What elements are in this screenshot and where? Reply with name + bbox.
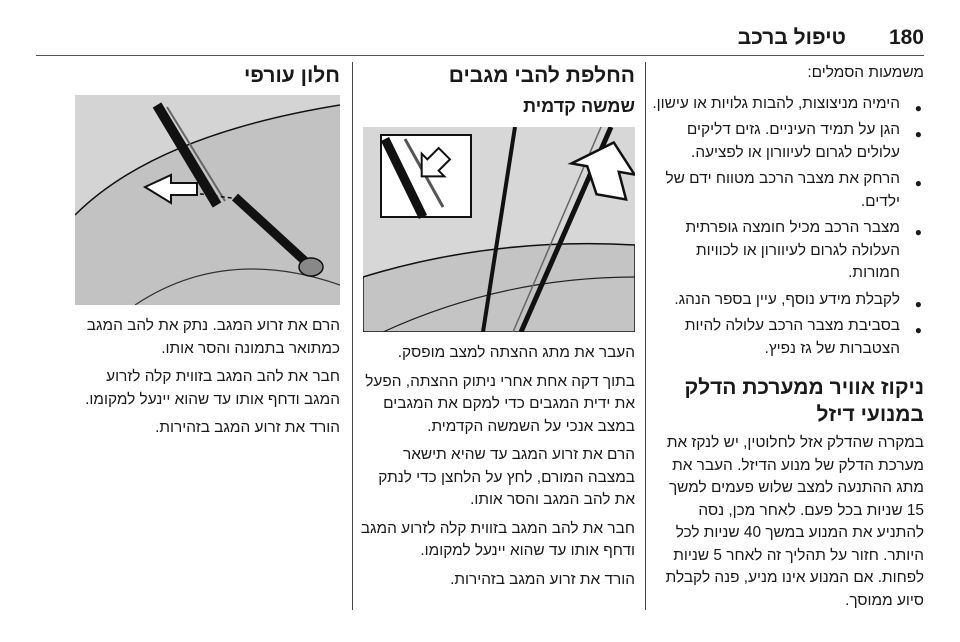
wiper-step-1: העבר את מתג ההצתה למצב מופסק. [397, 344, 635, 361]
column-middle [360, 62, 635, 597]
chapter-title: טיפול ברכב [737, 26, 846, 49]
bullet-icon: ● [914, 225, 922, 239]
bullet-icon: ● [914, 176, 922, 190]
column-divider [352, 62, 353, 610]
wiper-section-title: החלפת להבי מגבים [448, 64, 635, 87]
bullet-icon: ● [914, 100, 922, 115]
wiper-step-3: הרם את זרוע המגב עד שהיא תישאר במצבה המורם, לחץ על הלחצן כדי לנתק את להב המגב והסר אותו. [378, 446, 635, 508]
list-item: ● מצבר הרכב מכיל חומצה גופרתית העלולה לגרום לעיוורון או לכוויות חמורות. [685, 219, 922, 281]
wiper-step-4: חבר את להב המגב בזווית קלה לזרוע המגב ודחף אותו עד שהוא יינעל למקומו. [360, 519, 635, 559]
rear-step-2: חבר את להב המגב בזווית קלה לזרוע המגב ודחף אותו עד שהוא יינעל למקומו. [85, 368, 340, 408]
symbols-list [652, 93, 924, 361]
bullet-icon: ● [914, 296, 922, 311]
rear-wiper-figure [75, 95, 340, 305]
fuel-bleed-body: במקרה שהדלק אזל לחלוטין, יש לנקז את מערכת הדלק של מנוע הדיזל. העבר את מתג ההתנעה למצב שלוש פעמים למשך 15 שניות בכל פעם. לאחר מכן, נסה להתניע את המנוע במשך 40 שניות לכל היותר. חזור על תהליך זה לאחר 5 שניות לפחות. אם המנוע אינו מניע, פנה לקבלת סיוע ממוסך. [665, 434, 924, 609]
windshield-wiper-figure [363, 127, 635, 332]
list-item: ● הגן על תמיד העיניים. גזים דליקים עלולים לגרום לעיוורון או לפציעה. [686, 121, 922, 161]
column-right [652, 62, 924, 618]
list-item: ● הימיה מניצוצות, להבות גלויות או עישון. [652, 93, 924, 116]
windshield-subtitle: שמשה קדמית [523, 96, 635, 116]
page-number: 180 [888, 26, 924, 49]
page-header [0, 0, 960, 58]
list-item: ● הרחק את מצבר הרכב מטווח ידם של ילדים. [665, 170, 922, 210]
bullet-icon: ● [914, 323, 922, 337]
list-item: ● לקבלת מידע נוסף, עיין בספר הנהג. [652, 289, 924, 312]
header-rule [36, 55, 924, 56]
column-divider [645, 62, 646, 610]
wiper-step-2: בתוך דקה אחת אחרי ניתוק ההצתה, הפעל את ידית המגבים כדי למקם את המגבים במצב אנכי על השמשה הקדמית. [365, 372, 635, 435]
fuel-bleed-title: ניקוז אוויר ממערכת הדלק במנועי דיזל [684, 376, 924, 426]
list-item: ● בסביבת מצבר הרכב עלולה להיות הצטברות של גז נפיץ. [684, 317, 922, 357]
column-left [75, 62, 340, 446]
symbols-intro: משמעות הסמלים: [807, 64, 924, 81]
rear-window-title: חלון עורפי [243, 64, 340, 87]
rear-step-1: הרם את זרוע המגב. נתק את להב המגב כמתואר בתמונה והסר אותו. [86, 317, 340, 357]
bullet-icon: ● [914, 127, 922, 141]
wiper-step-5: הורד את זרוע המגב בזהירות. [450, 570, 635, 588]
windshield-wiper-illustration [363, 127, 635, 332]
rear-step-3: הורד את זרוע המגב בזהירות. [155, 419, 340, 436]
rear-window-wiper-illustration [75, 95, 340, 305]
